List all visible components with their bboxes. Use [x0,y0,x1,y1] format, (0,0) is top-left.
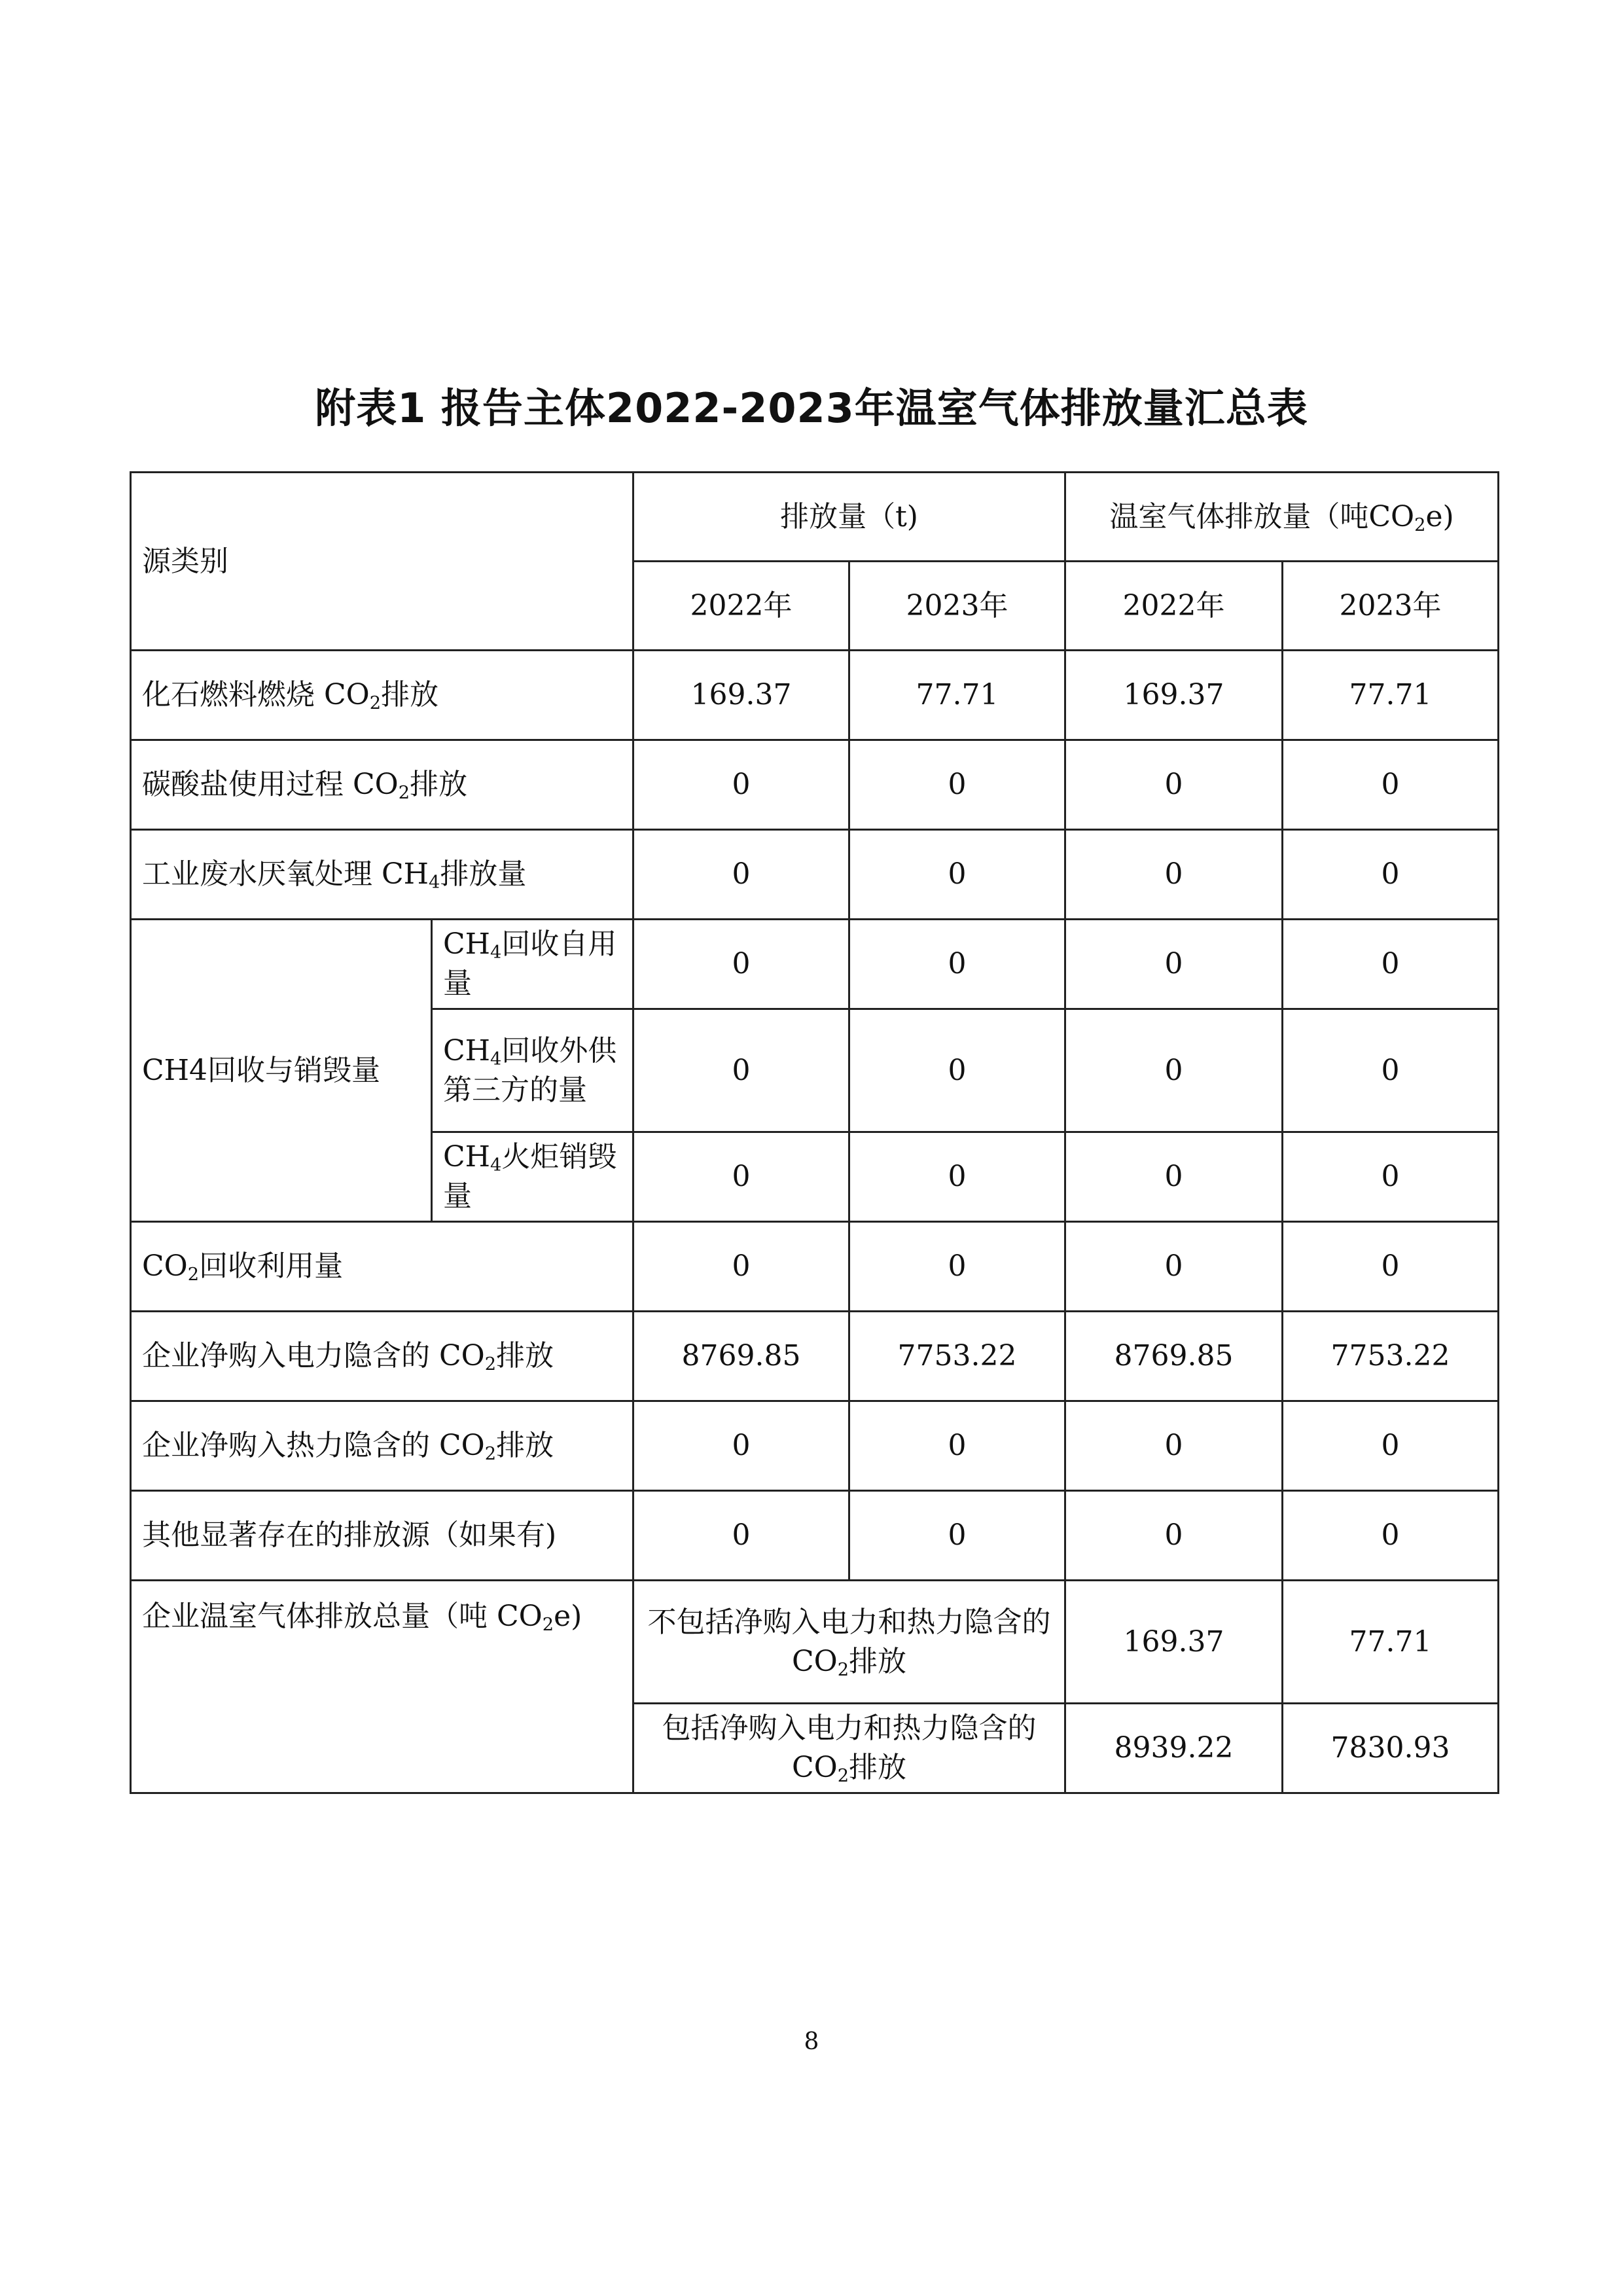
value-cell: 0 [849,920,1065,1009]
table-row [131,1581,1499,1704]
value-cell: 8769.85 [1065,1312,1283,1401]
value-cell: 0 [1283,920,1499,1009]
table-row [131,651,1499,740]
value-cell: 0 [633,920,849,1009]
table-row [131,740,1499,830]
table-row [131,1222,1499,1312]
value-cell: 0 [849,830,1065,920]
value-cell: 0 [849,1222,1065,1312]
emissions-summary-table [130,471,1499,1794]
value-cell: 169.37 [1065,1581,1283,1704]
value-cell: 0 [849,1009,1065,1132]
total-label: 企业温室气体排放总量（吨 $CO_2e$) [131,1581,633,1793]
value-cell: 169.37 [1065,651,1283,740]
row-sublabel: $CH_4$回收外供第三方的量 [432,1009,633,1132]
value-cell: 0 [633,1222,849,1312]
year-header: 2023年 [1283,562,1499,651]
value-cell: 0 [849,740,1065,830]
value-cell: 0 [849,1401,1065,1491]
row-label: 企业净购入电力隐含的 $CO_2$排放 [131,1312,633,1401]
ghg-emissions-header: 温室气体排放量（吨$CO_2e$) [1065,473,1499,562]
year-header: 2022年 [633,562,849,651]
value-cell: 0 [1065,830,1283,920]
total-excluding-label: 不包括净购入电力和热力隐含的 $CO_2$排放 [633,1581,1065,1704]
value-cell: 8769.85 [633,1312,849,1401]
total-including-label: 包括净购入电力和热力隐含的 $CO_2$排放 [633,1704,1065,1793]
page-number: 8 [804,2028,819,2055]
value-cell: 0 [1065,920,1283,1009]
value-cell: 77.71 [849,651,1065,740]
value-cell: 0 [1065,1222,1283,1312]
value-cell: 0 [633,1132,849,1222]
value-cell: 77.71 [1283,651,1499,740]
row-label: 其他显著存在的排放源（如果有) [131,1491,633,1581]
value-cell: 0 [633,1009,849,1132]
row-label: 工业废水厌氧处理 $CH_4$排放量 [131,830,633,920]
value-cell: 7753.22 [849,1312,1065,1401]
table-row [131,830,1499,920]
value-cell: 77.71 [1283,1581,1499,1704]
row-label: 碳酸盐使用过程 $CO_2$排放 [131,740,633,830]
value-cell: 0 [1065,1401,1283,1491]
value-cell: 8939.22 [1065,1704,1283,1793]
table-row [131,1312,1499,1401]
value-cell: 7830.93 [1283,1704,1499,1793]
value-cell: 0 [1283,740,1499,830]
source-type-header: 源类别 [131,473,633,651]
year-header: 2022年 [1065,562,1283,651]
value-cell: 0 [1283,1132,1499,1222]
row-label: $CO_2$回收利用量 [131,1222,633,1312]
value-cell: 0 [1283,830,1499,920]
value-cell: 0 [849,1491,1065,1581]
row-sublabel: $CH_4$火炬销毁量 [432,1132,633,1222]
value-cell: 0 [633,1401,849,1491]
emissions-t-header: 排放量（t) [633,473,1065,562]
value-cell: 0 [1065,1491,1283,1581]
value-cell: 0 [1283,1401,1499,1491]
value-cell: 0 [849,1132,1065,1222]
value-cell: 0 [633,1491,849,1581]
value-cell: 0 [1065,1132,1283,1222]
table-row [131,1401,1499,1491]
value-cell: 7753.22 [1283,1312,1499,1401]
value-cell: 0 [633,830,849,920]
value-cell: 0 [633,740,849,830]
value-cell: 0 [1065,740,1283,830]
row-label: 企业净购入热力隐含的 $CO_2$排放 [131,1401,633,1491]
value-cell: 0 [1065,1009,1283,1132]
value-cell: 169.37 [633,651,849,740]
value-cell: 0 [1283,1009,1499,1132]
year-header: 2023年 [849,562,1065,651]
table-title: 附表1 报告主体2022-2023年温室气体排放量汇总表 [315,384,1308,432]
value-cell: 0 [1283,1491,1499,1581]
row-label: 化石燃料燃烧 $CO_2$排放 [131,651,633,740]
ch4-group-label: CH4回收与销毁量 [131,920,432,1222]
row-sublabel: $CH_4$回收自用量 [432,920,633,1009]
value-cell: 0 [1283,1222,1499,1312]
header-row-1 [131,473,1499,562]
table-row [131,920,1499,1009]
table-row [131,1491,1499,1581]
